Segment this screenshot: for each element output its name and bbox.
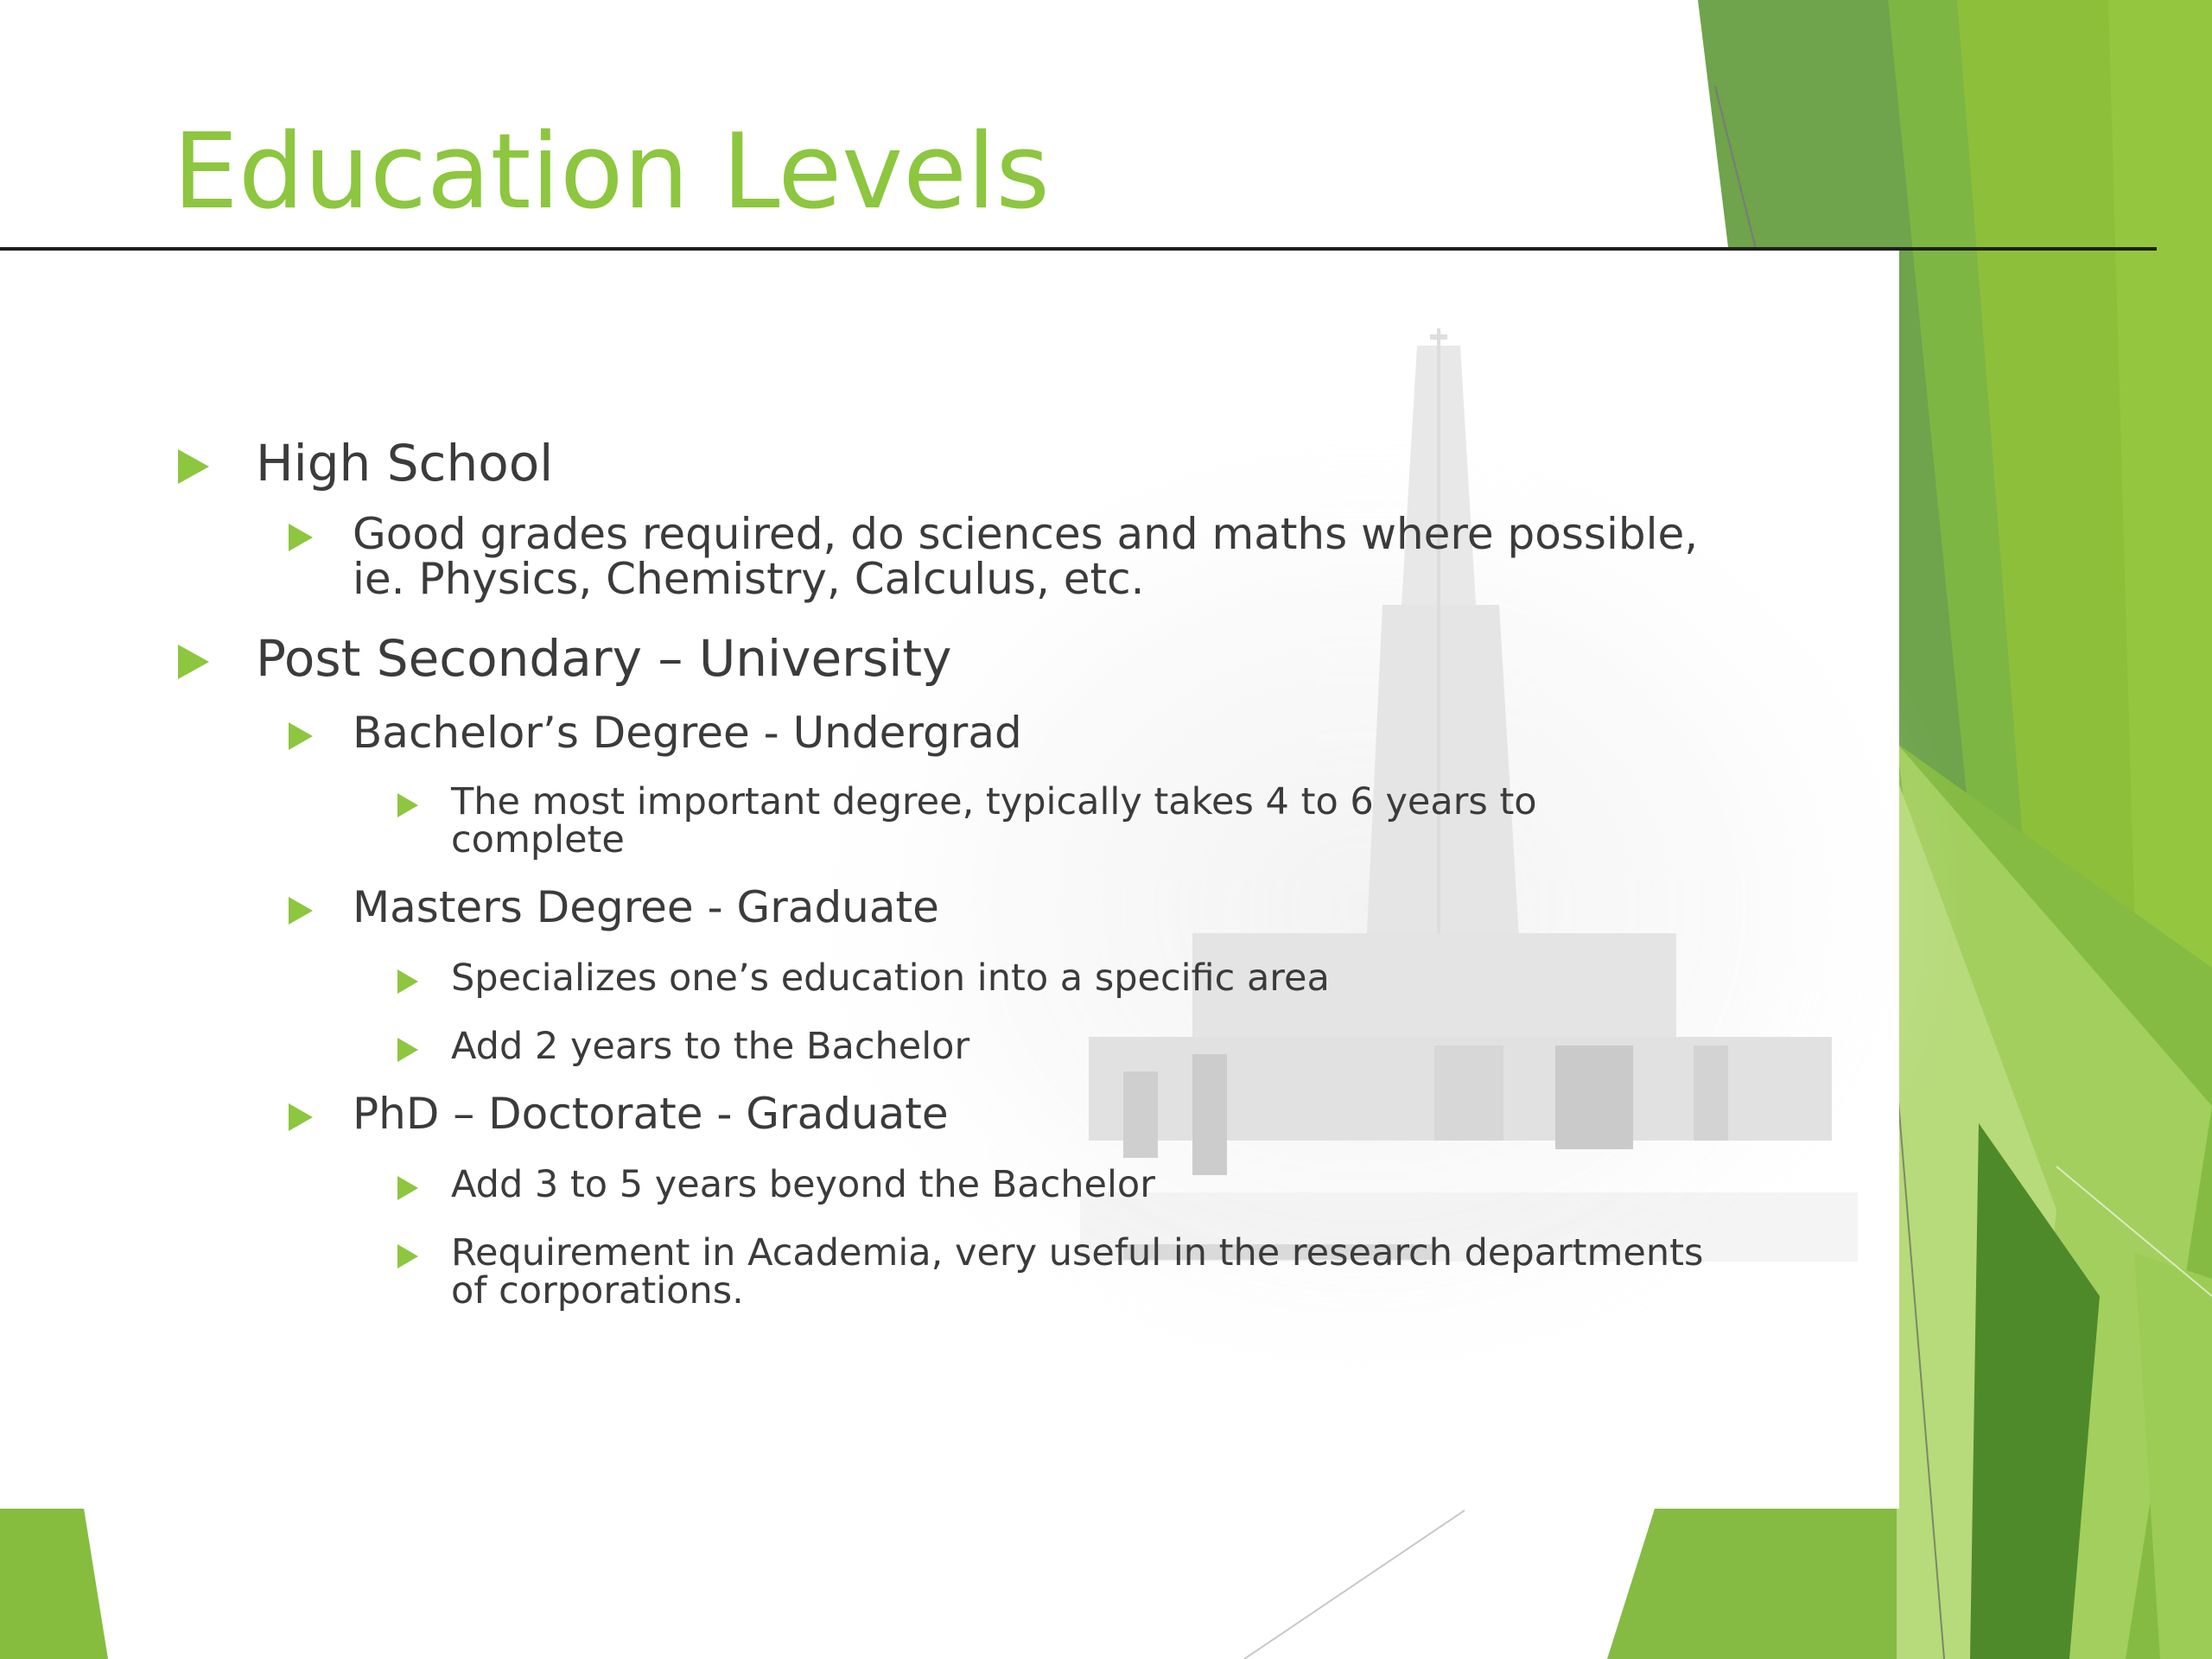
sub-bullet-bachelors	[270, 708, 1728, 758]
bullet-label: Post Secondary – University	[256, 629, 952, 688]
bullet-text: Add 3 to 5 years beyond the Bachelor	[451, 1163, 1155, 1206]
bullet-arrow-icon	[289, 722, 313, 750]
bullet-post-secondary	[173, 627, 1728, 690]
sub-bullet-good-grades	[270, 509, 1728, 604]
bullet-label: PhD – Doctorate - Graduate	[353, 1089, 949, 1139]
sub-bullet-masters	[270, 882, 1728, 932]
sub-sub-bullet-most-important	[366, 780, 1728, 861]
bullet-arrow-icon	[397, 793, 418, 817]
bullet-list	[173, 432, 1728, 1313]
bullet-arrow-icon	[289, 1103, 313, 1131]
sub-sub-bullet-add-3-5-years	[366, 1163, 1728, 1206]
bullet-label: Masters Degree - Graduate	[353, 882, 939, 932]
bullet-arrow-icon	[397, 969, 418, 994]
bullet-arrow-icon	[397, 1038, 418, 1062]
sub-sub-bullet-add-2-years	[366, 1025, 1728, 1068]
bullet-high-school	[173, 432, 1728, 494]
bullet-arrow-icon	[178, 645, 209, 679]
bullet-label: Bachelor’s Degree - Undergrad	[353, 708, 1022, 758]
bullet-text: Add 2 years to the Bachelor	[451, 1025, 970, 1068]
bullet-text: Specializes one’s education into a specific area	[451, 957, 1330, 1000]
bullet-arrow-icon	[397, 1176, 418, 1200]
sub-sub-bullet-specializes	[366, 957, 1728, 1000]
bullet-text-line: complete	[451, 818, 625, 861]
bullet-arrow-icon	[178, 449, 209, 484]
bullet-text-line: Good grades required, do sciences and maths where possible,	[353, 509, 1699, 559]
bullet-text-line: of corporations.	[451, 1269, 744, 1313]
sub-sub-bullet-requirement-academia	[366, 1231, 1728, 1313]
bullet-text-line: ie. Physics, Chemistry, Calculus, etc.	[353, 554, 1145, 604]
slide-title: Education Levels	[173, 112, 1050, 232]
decorative-line	[1244, 1510, 1465, 1659]
title-divider	[0, 247, 2157, 251]
bullet-text-line: Requirement in Academia, very useful in the research departments	[451, 1231, 1704, 1274]
bullet-label: High School	[256, 434, 554, 493]
sub-bullet-phd	[270, 1089, 1728, 1139]
bullet-arrow-icon	[289, 897, 313, 925]
bullet-arrow-icon	[397, 1244, 418, 1268]
bullet-text-line: The most important degree, typically takes 4 to 6 years to	[451, 780, 1537, 823]
bullet-arrow-icon	[289, 524, 313, 551]
